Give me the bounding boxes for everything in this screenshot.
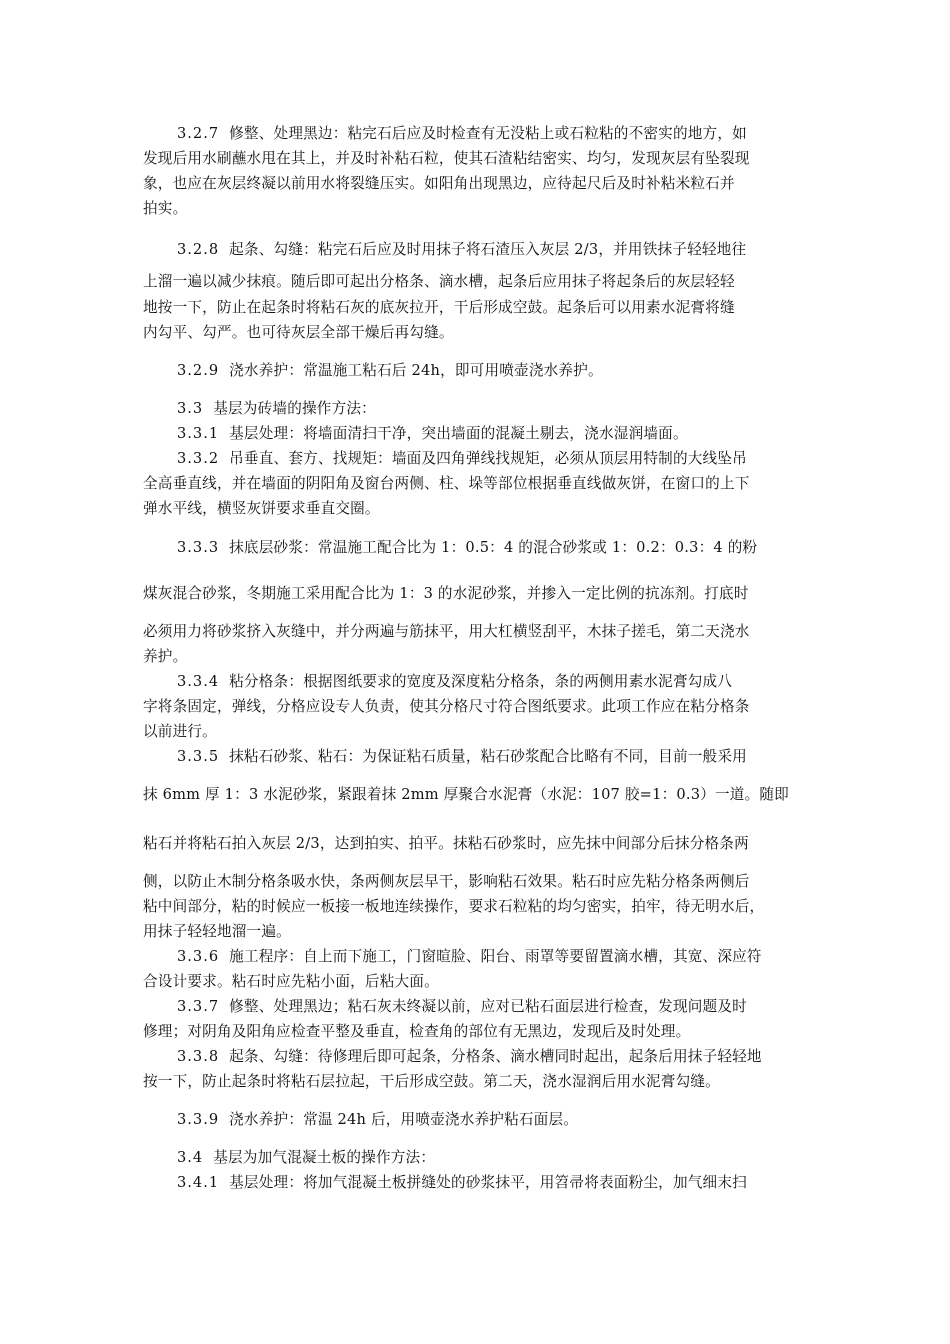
- section-number: 3.3.5: [177, 748, 220, 765]
- text-line: 全高垂直线，并在墙面的阴阳角及窗台两侧、柱、垛等部位根据垂直线做灰饼，在窗口的上下: [143, 475, 750, 492]
- text-line: 3.3.2 吊垂直、套方、找规矩：墙面及四角弹线找规矩，必须从顶层用特制的大线坠吊: [143, 447, 808, 470]
- text-line: 侧，以防止木制分格条吸水快，条两侧灰层早干，影响粘石效果。粘石时应先粘分格条两侧后: [143, 873, 750, 890]
- section-number: 3.3: [177, 400, 204, 417]
- text-line: 3.3.7 修整、处理黑边；粘石灰未终凝以前，应对已粘石面层进行检查，发现问题及时: [143, 995, 808, 1018]
- text-line: 3.3.8 起条、勾缝：待修理后即可起条，分格条、滴水槽同时起出，起条后用抹子轻轻地: [143, 1045, 808, 1068]
- text-line: 3.4 基层为加气混凝土板的操作方法：: [143, 1146, 808, 1169]
- text-line: 养护。: [143, 648, 188, 665]
- text-line: 必须用力将砂浆挤入灰缝中，并分两遍与筋抹平，用大杠横竖刮平，木抹子搓毛，第二天浇水: [143, 623, 750, 640]
- text-line: 3.3.6 施工程序：自上而下施工，门窗暄脸、阳台、雨罩等要留置滴水槽，其宽、深应符: [143, 945, 808, 968]
- section-number: 3.3.3: [177, 539, 220, 556]
- text-line: 用抹子轻轻地溜一遍。: [143, 923, 291, 940]
- text-line: 3.3.9 浇水养护：常温 24h 后，用喷壶浇水养护粘石面层。: [143, 1108, 808, 1131]
- section-number: 3.4: [177, 1149, 204, 1166]
- text-line: 以前进行。: [143, 723, 217, 740]
- section-number: 3.4.1: [177, 1174, 220, 1191]
- text-line: 3.3 基层为砖墙的操作方法：: [143, 397, 808, 420]
- text-line: 煤灰混合砂浆，冬期施工采用配合比为 1：3 的水泥砂浆，并掺入一定比例的抗冻剂。打底时: [143, 585, 749, 602]
- text-line: 拍实。: [143, 200, 188, 217]
- text-line: 上溜一遍以减少抹痕。随后即可起出分格条、滴水槽，起条后应用抹子将起条后的灰层轻轻: [143, 273, 735, 290]
- text-line: 3.2.9 浇水养护：常温施工粘石后 24h，即可用喷壶浇水养护。: [143, 359, 808, 382]
- section-number: 3.3.4: [177, 673, 220, 690]
- section-number: 3.2.8: [177, 241, 220, 258]
- text-line: 3.3.1 基层处理：将墙面清扫干净，突出墙面的混凝土剔去，浇水湿润墙面。: [143, 422, 808, 445]
- text-line: 弹水平线，横竖灰饼要求垂直交圈。: [143, 500, 380, 517]
- section-number: 3.2.7: [177, 125, 220, 142]
- text-line: 3.3.3 抹底层砂浆：常温施工配合比为 1：0.5：4 的混合砂浆或 1：0.2：0.3：4 的粉: [143, 536, 808, 559]
- text-line: 粘中间部分，粘的时候应一板接一板地连续操作，要求石粒粘的均匀密实，拍牢，待无明水后，: [143, 898, 765, 915]
- text-line: 粘石并将粘石拍入灰层 2/3，达到拍实、拍平。抹粘石砂浆时，应先抹中间部分后抹分格条两: [143, 835, 749, 852]
- text-line: 象，也应在灰层终凝以前用水将裂缝压实。如阳角出现黑边，应待起尺后及时补粘米粒石并: [143, 175, 735, 192]
- text-line: 字将条固定，弹线，分格应设专人负责，使其分格尺寸符合图纸要求。此项工作应在粘分格条: [143, 698, 750, 715]
- text-line: 抹 6mm 厚 1：3 水泥砂浆，紧跟着抹 2mm 厚聚合水泥膏（水泥：107 胶=1：0.3）一道。随即: [143, 786, 789, 803]
- section-number: 3.3.7: [177, 998, 220, 1015]
- text-line: 合设计要求。粘石时应先粘小面，后粘大面。: [143, 973, 439, 990]
- section-number: 3.3.1: [177, 425, 220, 442]
- section-number: 3.3.9: [177, 1111, 220, 1128]
- text-line: 内勾平、勾严。也可待灰层全部干燥后再勾缝。: [143, 324, 454, 341]
- text-line: 按一下，防止起条时将粘石层拉起，干后形成空鼓。第二天，浇水湿润后用水泥膏勾缝。: [143, 1073, 720, 1090]
- text-line: 3.4.1 基层处理：将加气混凝土板拼缝处的砂浆抹平，用笤帚将表面粉尘，加气细末扫: [143, 1171, 808, 1194]
- section-number: 3.2.9: [177, 362, 220, 379]
- section-number: 3.3.6: [177, 948, 220, 965]
- text-line: 3.2.7 修整、处理黑边：粘完石后应及时检查有无没粘上或石粒粘的不密实的地方，如: [143, 122, 808, 145]
- section-number: 3.3.8: [177, 1048, 220, 1065]
- text-line: 地按一下，防止在起条时将粘石灰的底灰拉开，干后形成空鼓。起条后可以用素水泥膏将缝: [143, 299, 735, 316]
- text-line: 3.3.5 抹粘石砂浆、粘石：为保证粘石质量，粘石砂浆配合比略有不同，目前一般采用: [143, 745, 808, 768]
- text-line: 发现后用水刷蘸水甩在其上，并及时补粘石粒，使其石渣粘结密实、均匀，发现灰层有坠裂现: [143, 150, 750, 167]
- section-number: 3.3.2: [177, 450, 220, 467]
- text-line: 3.3.4 粘分格条：根据图纸要求的宽度及深度粘分格条，条的两侧用素水泥膏勾成八: [143, 670, 808, 693]
- text-line: 修理；对阴角及阳角应检查平整及垂直，检查角的部位有无黑边，发现后及时处理。: [143, 1023, 691, 1040]
- text-line: 3.2.8 起条、勾缝：粘完石后应及时用抹子将石渣压入灰层 2/3，并用铁抹子轻轻地往: [143, 238, 808, 261]
